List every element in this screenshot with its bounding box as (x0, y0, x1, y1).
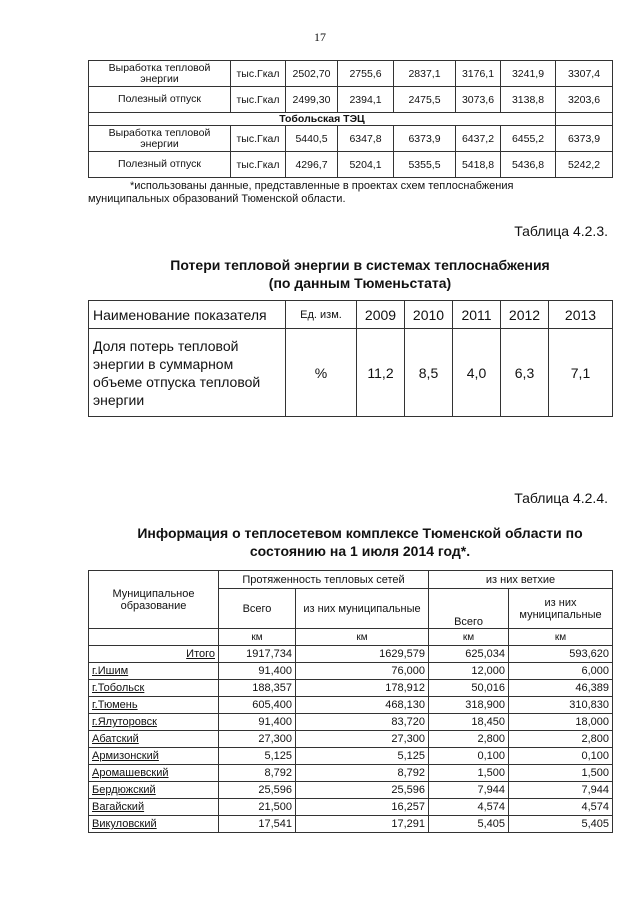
cell-value: 25,596 (296, 782, 429, 799)
cell-value: 3203,6 (556, 87, 613, 113)
header-worn-group: из них ветхие (429, 571, 613, 589)
header-year: 2009 (357, 301, 405, 329)
header-year: 2011 (453, 301, 501, 329)
header-length-group: Протяженность тепловых сетей (219, 571, 429, 589)
cell-value: 188,357 (219, 680, 296, 697)
cell-value: 0,100 (509, 748, 613, 765)
cell-value: 3073,6 (456, 87, 501, 113)
cell-value: 83,720 (296, 714, 429, 731)
table-row (89, 697, 613, 714)
cell-value: 5418,8 (456, 152, 501, 178)
table-row (89, 87, 613, 113)
cell-value: 0,100 (429, 748, 509, 765)
row-unit: тыс.Гкал (231, 87, 286, 113)
header-worn-municipal: из них муниципальные (509, 589, 613, 629)
cell-value: 6373,9 (556, 126, 613, 152)
title-line: (по данным Тюменьстата) (268, 275, 452, 291)
cell-value: 2755,6 (338, 61, 394, 87)
footnote-line2: муниципальных образований Тюменской области. (88, 193, 346, 205)
cell-value: 2,800 (429, 731, 509, 748)
row-value: 8,5 (405, 329, 453, 417)
row-label: Выработка тепловой энергии (89, 61, 231, 87)
cell-value: 625,034 (429, 646, 509, 663)
cell-value: 5436,8 (501, 152, 556, 178)
cell-value: 2394,1 (338, 87, 394, 113)
header-year: 2013 (549, 301, 613, 329)
cell-value: 17,541 (219, 816, 296, 833)
row-unit: % (286, 329, 357, 417)
title-line: Потери тепловой энергии в системах теплоснабжения (170, 257, 550, 273)
cell-value: 91,400 (219, 663, 296, 680)
unit-label: км (219, 629, 296, 646)
row-value: 7,1 (549, 329, 613, 417)
municipality-link[interactable]: г.Тобольск (92, 682, 145, 694)
cell-value: 605,400 (219, 697, 296, 714)
header-unit: Ед. изм. (286, 301, 357, 329)
table-row (89, 61, 613, 87)
cell-value: 2,800 (509, 731, 613, 748)
cell-value: 593,620 (509, 646, 613, 663)
table-title (88, 524, 632, 560)
cell-value: 21,500 (219, 799, 296, 816)
municipality-link[interactable]: Аромашевский (92, 767, 169, 779)
cell-value: 50,016 (429, 680, 509, 697)
row-label: Полезный отпуск (89, 152, 231, 178)
table-row (89, 816, 613, 833)
cell-value: 8,792 (219, 765, 296, 782)
section-row (89, 113, 613, 126)
cell-value: 17,291 (296, 816, 429, 833)
table-row (89, 765, 613, 782)
table-row (89, 663, 613, 680)
cell-value: 1,500 (509, 765, 613, 782)
cell-value: 91,400 (219, 714, 296, 731)
cell-value: 5355,5 (394, 152, 456, 178)
cell-value: 8,792 (296, 765, 429, 782)
table-row (89, 782, 613, 799)
cell-value: 5204,1 (338, 152, 394, 178)
row-value: 6,3 (501, 329, 549, 417)
cell-value: 468,130 (296, 697, 429, 714)
row-unit: тыс.Гкал (231, 152, 286, 178)
cell-value: 12,000 (429, 663, 509, 680)
table-row (89, 152, 613, 178)
cell-value: 6,000 (509, 663, 613, 680)
row-value: 11,2 (357, 329, 405, 417)
cell-value: 5242,2 (556, 152, 613, 178)
municipality-link[interactable]: Бердюжский (92, 784, 156, 796)
cell-value: 7,944 (509, 782, 613, 799)
table-caption: Таблица 4.2.3. (514, 223, 608, 239)
cell-value: 3307,4 (556, 61, 613, 87)
cell-value: 318,900 (429, 697, 509, 714)
header-name: Наименование показателя (89, 301, 286, 329)
section-title: Тобольская ТЭЦ (89, 113, 556, 126)
cell-value: 16,257 (296, 799, 429, 816)
cell-value: 25,596 (219, 782, 296, 799)
row-name: Доля потерь тепловой энергии в суммарном объеме отпуска тепловой энергии (89, 329, 286, 417)
cell-value: 2475,5 (394, 87, 456, 113)
municipality-link[interactable]: Викуловский (92, 818, 157, 830)
cell-value: 18,450 (429, 714, 509, 731)
municipality-link[interactable]: Вагайский (92, 801, 145, 813)
row-unit: тыс.Гкал (231, 126, 286, 152)
header-year: 2012 (501, 301, 549, 329)
cell-value: 1629,579 (296, 646, 429, 663)
row-value: 4,0 (453, 329, 501, 417)
cell-value: 6437,2 (456, 126, 501, 152)
unit-label: км (509, 629, 613, 646)
title-line: состоянию на 1 июля 2014 год*. (249, 543, 471, 559)
cell-value: 6347,8 (338, 126, 394, 152)
header-total: Всего (219, 589, 296, 629)
cell-value: 3241,9 (501, 61, 556, 87)
municipality-link[interactable]: г.Ишим (92, 665, 129, 677)
header-row (89, 301, 613, 329)
municipality-link[interactable]: Абатский (92, 733, 139, 745)
cell-value: 4296,7 (286, 152, 338, 178)
footnote-line1: *использованы данные, представленные в проектах схем теплоснабжения (130, 180, 514, 192)
unit-label: км (296, 629, 429, 646)
table-row (89, 680, 613, 697)
cell-value: 5,125 (219, 748, 296, 765)
cell-value: 2499,30 (286, 87, 338, 113)
cell-value: 310,830 (509, 697, 613, 714)
title-line: Информация о теплосетевом комплексе Тюменской области по (137, 525, 583, 541)
heat-network-table (88, 570, 613, 833)
cell-value: 6373,9 (394, 126, 456, 152)
heat-production-table (88, 60, 613, 178)
unit-label: км (429, 629, 509, 646)
cell-value: 76,000 (296, 663, 429, 680)
row-unit: тыс.Гкал (231, 61, 286, 87)
cell-value: 5,405 (429, 816, 509, 833)
municipality-link[interactable]: г.Тюмень (92, 699, 138, 711)
table-row (89, 731, 613, 748)
cell-value: 1917,734 (219, 646, 296, 663)
table-row (89, 748, 613, 765)
header-municipal: из них муниципальные (296, 589, 429, 629)
cell-value: 27,300 (296, 731, 429, 748)
total-row (89, 646, 613, 663)
data-row (89, 329, 613, 417)
table-row (89, 126, 613, 152)
cell-value: 46,389 (509, 680, 613, 697)
table-row (89, 714, 613, 731)
municipality-link[interactable]: г.Ялуторовск (92, 716, 157, 728)
row-label: Полезный отпуск (89, 87, 231, 113)
cell-value: 2502,70 (286, 61, 338, 87)
cell-value: 4,574 (429, 799, 509, 816)
cell-value: 4,574 (509, 799, 613, 816)
heat-loss-table (88, 300, 613, 417)
cell-value: 7,944 (429, 782, 509, 799)
cell-value: 27,300 (219, 731, 296, 748)
total-label: Итого (186, 648, 215, 660)
row-label: Выработка тепловой энергии (89, 126, 231, 152)
table-caption: Таблица 4.2.4. (514, 490, 608, 506)
cell-value: 5440,5 (286, 126, 338, 152)
header-worn-total: Всего (429, 589, 509, 629)
municipality-link[interactable]: Армизонский (92, 750, 159, 762)
page-number: 17 (314, 30, 326, 44)
cell-value: 5,125 (296, 748, 429, 765)
cell-value: 1,500 (429, 765, 509, 782)
cell-value: 18,000 (509, 714, 613, 731)
table-title (88, 256, 632, 292)
header-year: 2010 (405, 301, 453, 329)
cell-value: 3138,8 (501, 87, 556, 113)
table-row (89, 799, 613, 816)
cell-value: 5,405 (509, 816, 613, 833)
cell-value: 2837,1 (394, 61, 456, 87)
cell-value: 3176,1 (456, 61, 501, 87)
cell-value: 6455,2 (501, 126, 556, 152)
header-municipality: Муниципальное образование (89, 571, 219, 629)
cell-value: 178,912 (296, 680, 429, 697)
